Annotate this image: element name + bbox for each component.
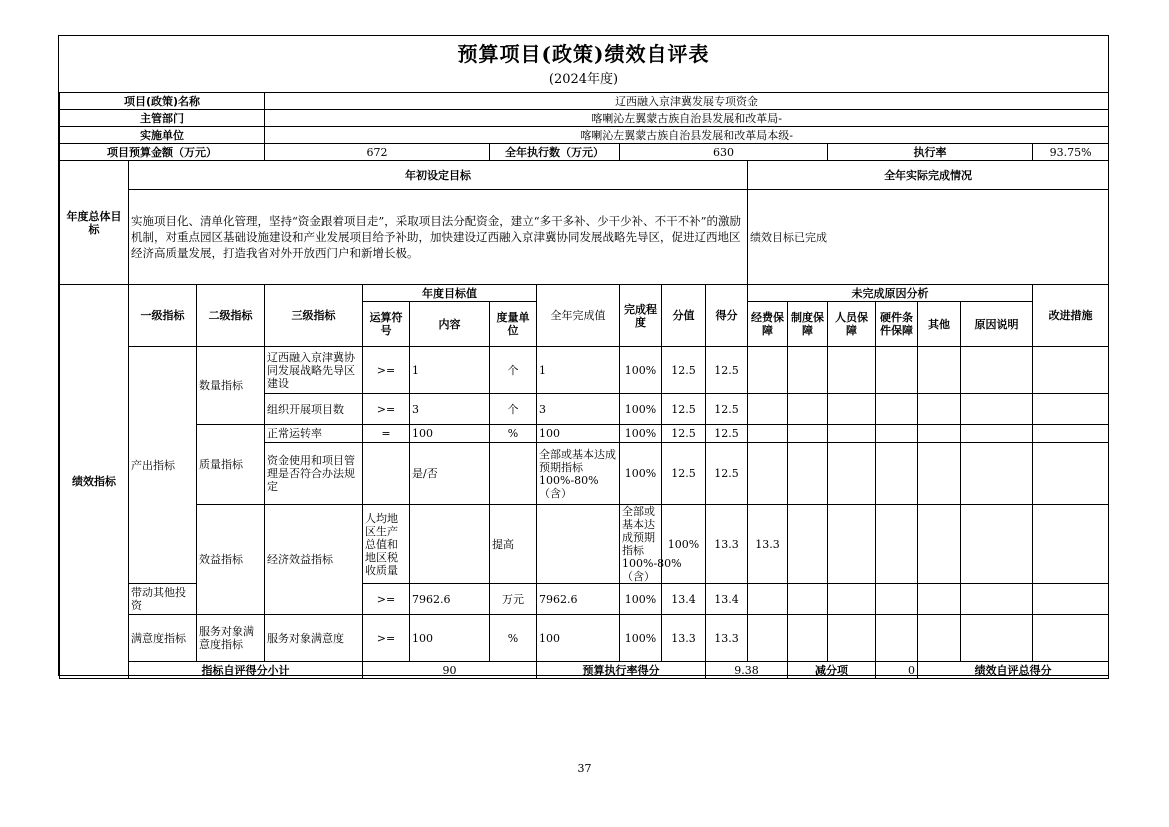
evaluation-sheet <box>58 35 1109 676</box>
indicator-unit: 个 <box>490 347 537 394</box>
indicator-content: 提高 <box>490 505 537 584</box>
subtotal-label: 指标自评得分小计 <box>129 662 363 679</box>
header-other: 其他 <box>918 302 961 347</box>
evaluation-table <box>59 92 1109 679</box>
header-improve: 改进措施 <box>1033 285 1109 347</box>
indicator-content: 1 <box>410 347 490 394</box>
indicator-name: 组织开展项目数 <box>265 394 363 425</box>
row-goal-content <box>60 190 1109 285</box>
header-level3: 三级指标 <box>265 285 363 347</box>
indicator-value: 12.5 <box>662 425 706 443</box>
indicator-name: 正常运转率 <box>265 425 363 443</box>
indicator-unit <box>490 443 537 505</box>
indicator-score: 13.3 <box>706 615 748 662</box>
indicator-name: 资金使用和项目管理是否符合办法规定 <box>265 443 363 505</box>
form-year: (2024年度) <box>548 72 619 87</box>
indicator-content: 3 <box>410 394 490 425</box>
table-row <box>60 505 1109 584</box>
header-op: 运算符号 <box>363 302 410 347</box>
indicator-op <box>363 443 410 505</box>
indicator-completion: 100% <box>620 615 662 662</box>
budget-value: 672 <box>265 144 490 161</box>
indicator-unit: 万元 <box>490 584 537 615</box>
header-completion: 完成程度 <box>620 285 662 347</box>
row-project-name <box>60 93 1109 110</box>
indicator-completion: 100% <box>662 505 706 584</box>
indicator-score: 12.5 <box>706 347 748 394</box>
header-personnel: 人员保障 <box>828 302 876 347</box>
indicator-op: >= <box>363 584 410 615</box>
indicator-content: 100 <box>410 615 490 662</box>
total-label: 绩效自评总得分 <box>918 662 1109 679</box>
indicator-score: 12.5 <box>706 443 748 505</box>
header-reason: 原因说明 <box>961 302 1033 347</box>
goal-actual-text: 绩效目标已完成 <box>748 190 1109 285</box>
indicator-score: 12.5 <box>706 425 748 443</box>
indicator-score: 13.4 <box>706 584 748 615</box>
dept-label: 主管部门 <box>60 110 265 127</box>
indicator-unit <box>537 505 620 584</box>
group-economic: 经济效益指标 <box>265 505 363 615</box>
group-quantity: 数量指标 <box>197 347 265 425</box>
indicator-op: >= <box>363 347 410 394</box>
exec-label: 全年执行数（万元） <box>490 144 620 161</box>
indicator-completion: 100% <box>620 443 662 505</box>
indicator-op <box>410 505 490 584</box>
header-score: 得分 <box>706 285 748 347</box>
budget-score-label: 预算执行率得分 <box>537 662 706 679</box>
indicator-op: >= <box>363 615 410 662</box>
indicator-actual: 全部或基本达成预期指标100%-80%（含） <box>537 443 620 505</box>
row-dept <box>60 110 1109 127</box>
budget-score-value: 9.38 <box>706 662 788 679</box>
unit-label: 实施单位 <box>60 127 265 144</box>
indicator-op: = <box>363 425 410 443</box>
header-level1: 一级指标 <box>129 285 197 347</box>
header-system: 制度保障 <box>788 302 828 347</box>
header-target-group: 年度目标值 <box>363 285 537 302</box>
project-name-value: 辽西融入京津冀发展专项资金 <box>265 93 1109 110</box>
header-funding: 经费保障 <box>748 302 788 347</box>
form-title: 预算项目(政策)绩效自评表 <box>457 42 710 66</box>
indicator-value: 13.3 <box>706 505 748 584</box>
group-output: 产出指标 <box>129 347 197 584</box>
deduct-label: 减分项 <box>788 662 876 679</box>
indicator-content: 100 <box>410 425 490 443</box>
indicator-actual: 全部或基本达成预期指标100%-80%（含） <box>620 505 662 584</box>
group-satisfaction: 满意度指标 <box>129 615 197 662</box>
indicator-value: 12.5 <box>662 443 706 505</box>
indicator-value: 13.4 <box>662 584 706 615</box>
indicator-completion: 100% <box>620 584 662 615</box>
header-hardware: 硬件条件保障 <box>876 302 918 347</box>
table-row <box>60 615 1109 662</box>
unit-value: 喀喇沁左翼蒙古族自治县发展和改革局本级- <box>265 127 1109 144</box>
indicator-unit: 个 <box>490 394 537 425</box>
row-totals <box>60 662 1109 679</box>
indicator-name: 带动其他投资 <box>129 584 197 615</box>
row-goal-header <box>60 161 1109 190</box>
project-name-label: 项目(政策)名称 <box>60 93 265 110</box>
indicator-actual: 3 <box>537 394 620 425</box>
group-quality: 质量指标 <box>197 425 265 505</box>
indicator-actual: 7962.6 <box>537 584 620 615</box>
deduct-value: 0 <box>876 662 918 679</box>
rate-value: 93.75% <box>1033 144 1109 161</box>
goal-initial-text: 实施项目化、清单化管理，坚持“资金跟着项目走”，采取项目法分配资金，建立“多干多补、少干少补、不干不补”的激励机制，对重点园区基础设施建设和产业发展项目给予补助，加快建设辽西融入京津冀协同发展战略先导区，促进辽西地区经济高质量发展，打造我省对外开放西门户和新增长极。 <box>129 190 748 285</box>
row-unit <box>60 127 1109 144</box>
indicator-completion: 100% <box>620 394 662 425</box>
group-benefit: 效益指标 <box>197 505 265 615</box>
goal-initial-header: 年初设定目标 <box>129 161 748 190</box>
indicator-actual: 100 <box>537 615 620 662</box>
indicator-content: 7962.6 <box>410 584 490 615</box>
table-row <box>60 347 1109 394</box>
table-row <box>60 425 1109 443</box>
subtotal-value: 90 <box>363 662 537 679</box>
row-budget <box>60 144 1109 161</box>
header-level2: 二级指标 <box>197 285 265 347</box>
indicator-actual: 100 <box>537 425 620 443</box>
indicator-name: 辽西融入京津冀协同发展战略先导区建设 <box>265 347 363 394</box>
indicator-actual: 1 <box>537 347 620 394</box>
row-indicator-header-1 <box>60 285 1109 302</box>
indicator-content: 是/否 <box>410 443 490 505</box>
indicator-value: 12.5 <box>662 347 706 394</box>
indicator-completion: 100% <box>620 347 662 394</box>
indicator-op: >= <box>363 394 410 425</box>
header-actual: 全年完成值 <box>537 285 620 347</box>
indicator-unit: % <box>490 425 537 443</box>
indicator-unit: % <box>490 615 537 662</box>
page-number: 37 <box>577 762 592 775</box>
header-score-value: 分值 <box>662 285 706 347</box>
goal-actual-header: 全年实际完成情况 <box>748 161 1109 190</box>
header-unit: 度量单位 <box>490 302 537 347</box>
indicator-section-label: 绩效指标 <box>60 285 129 679</box>
indicator-name: 服务对象满意度 <box>265 615 363 662</box>
budget-label: 项目预算金额（万元） <box>60 144 265 161</box>
header-reason-group: 未完成原因分析 <box>748 285 1033 302</box>
dept-value: 喀喇沁左翼蒙古族自治县发展和改革局- <box>265 110 1109 127</box>
indicator-score: 13.3 <box>748 505 788 584</box>
indicator-value: 13.3 <box>662 615 706 662</box>
goal-section-label: 年度总体目标 <box>60 161 129 285</box>
indicator-completion: 100% <box>620 425 662 443</box>
exec-value: 630 <box>620 144 828 161</box>
indicator-value: 12.5 <box>662 394 706 425</box>
rate-label: 执行率 <box>828 144 1033 161</box>
indicator-score: 12.5 <box>706 394 748 425</box>
group-service: 服务对象满意度指标 <box>197 615 265 662</box>
indicator-name: 人均地区生产总值和地区税收质量 <box>363 505 410 584</box>
header-content: 内容 <box>410 302 490 347</box>
